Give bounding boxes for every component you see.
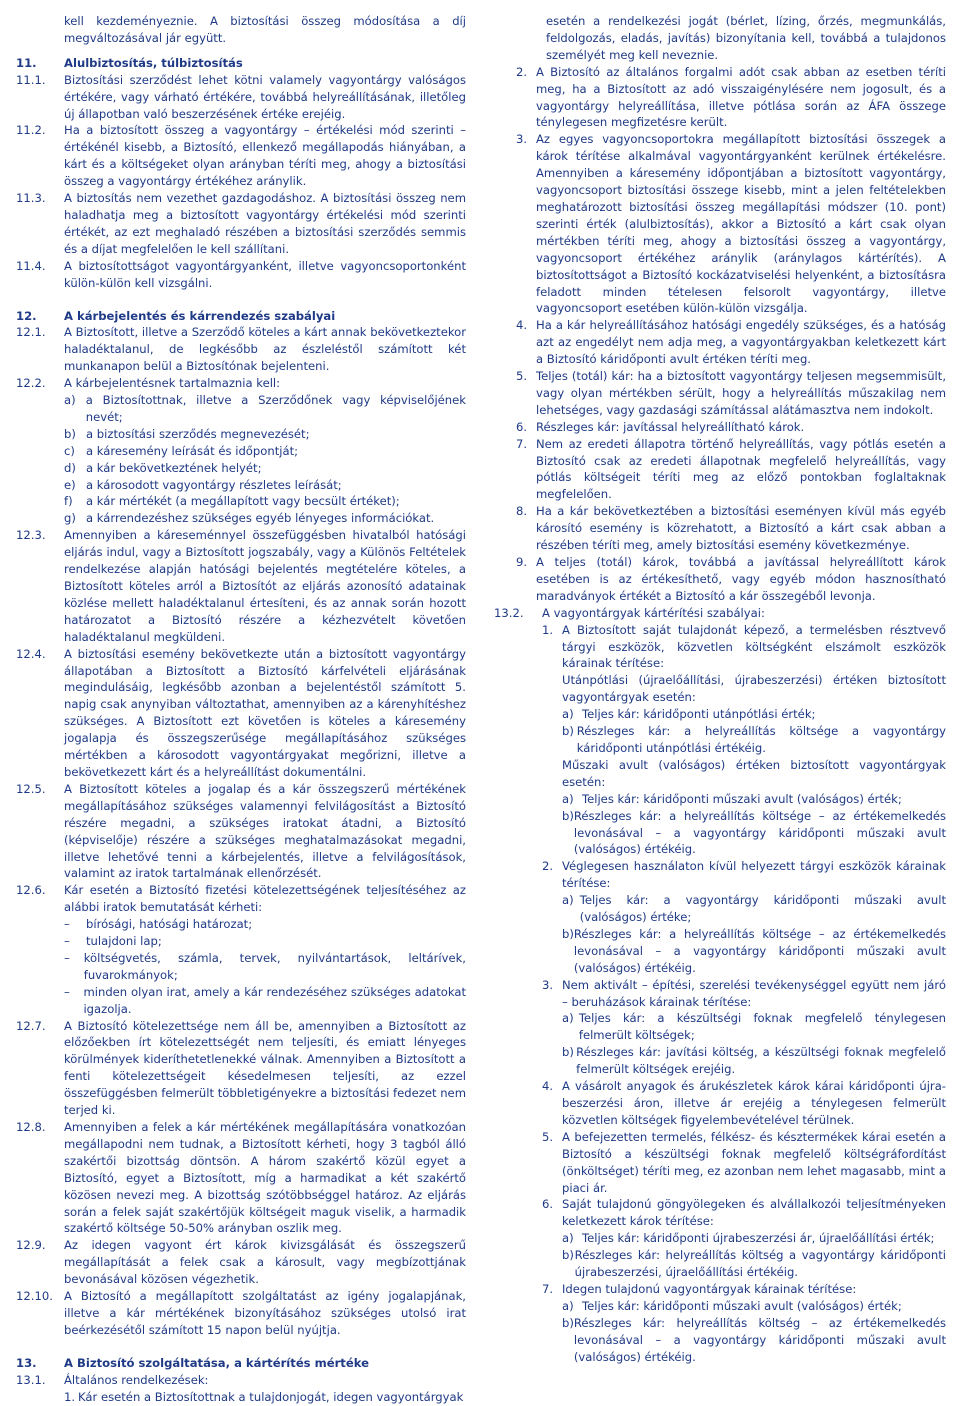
list-item: – tulajdoni lap; (64, 934, 162, 949)
point-2: 2. A Biztosító az általános forgalmi adót csak abban az esetben téríti meg, ha a Biztosított az adó visszaigénylésére nem jogosult, és a vagyontárgy helyreállítása, illetve pótlása során az ÁFA összege ténylegesen megfizetésre került. (516, 64, 946, 130)
list-item: a) Teljes kár: a készültségi foknak megfelelő ténylegesen felmerült költségek; (562, 1011, 946, 1043)
clause-11-1: 11.1. Biztosítási szerződést lehet kötni valamely vagyontárgy valóságos értékére, vagy várható értékére, továbbá helyreállításának, illetőleg új állapotban való beszerzésének értéke erejéig. (16, 72, 466, 121)
point-3: 3. Az egyes vagyoncsoportokra megállapított biztosítási összegek a károk térítése alkalmával vagyontárgyanként kerülnek értékelésre. Amennyiben a káresemény időpontjában a biztosított vagyontárgy, vagyoncsoport biztosítási összege kisebb, mint a jelen feltételekben meghatározott biztosítási összeg megállapítási módszer (10. pont) szerinti érték (alulbiztosítás), akkor a Biztosító a kárt csak olyan mértékben téríti meg, ahogy a biztosítási összeg a vagyontárgy, vagyoncsoport értékéhez aránylik (aránylagos kártérítés). A biztosítottságot a Biztosító kockázatviselési helyenként, a biztosításra feladott minden tételesen felsorolt vagyontárgy, illetve vagyoncsoport esetében külön-külön vizsgálja. (516, 132, 946, 316)
point-9: 9. A teljes (totál) károk, továbbá a javítással helyreállított károk esetében is az értékesíthető, vagy egyéb módon hasznosítható maradványok értékét a Biztosító a kár összegéből levonja. (516, 555, 946, 603)
section-11-heading: 11. Alulbiztosítás, túlbiztosítás (16, 55, 243, 70)
clause-12-3: 12.3. Amennyiben a káreseménnyel összefüggésben hivatalból hatósági eljárás indul, vagy a Biztosított jogszabály, vagy a Különös Feltételek rendelkezése alapján hatósági bejelentés megtételére köteles, a Biztosított köteles arról a Biztosítót az eljárás azonosító adatainak közlése mellett haladéktalanul értesíteni, és az annak során hozott határozatot a Biztosító részére a kézhezvételt követően haladéktalanul megküldeni. (16, 528, 466, 644)
rule-4: 4. A vásárolt anyagok és árukészletek károk kárai káridőponti újra- beszerzési áron, illetve ár erejéig a ténylegesen felmerült közvetlen költségek figyelembevételével térülnek. (542, 1079, 946, 1127)
clause-12-2: 12.2. A kárbejelentésnek tartalmaznia kell: (16, 376, 281, 391)
rule-3-details (562, 1010, 946, 1078)
clause-12-8: 12.8. Amennyiben a felek a kár mértékének megállapítására vonatkozóan megállapodni nem tudnak, a Biztosított kérheti, hogy 3 tagból álló szakértői bizottság döntsön. A három szakértő közül egyet a Biztosító, egyet a Biztosított, míg a harmadikat a két szakértő közösen nevezi meg. A bizottság szótöbbséggel határoz. Az eljárás során a felek saját szakértőjük költségeit maguk viselik, a harmadik szakértő költsége 50-50% arányban oszlik meg. (16, 1120, 466, 1236)
list-item: b) Részleges kár: a helyreállítás költsége a vagyontárgy káridőponti utánpótlási értékéig. (562, 724, 946, 755)
list-item: a) Teljes kár: káridőponti újrabeszerzési ár, újraelőállítási érték; (562, 1231, 935, 1246)
point-4: 4. Ha a kár helyreállításához hatósági engedély szükséges, és a hatóság azt az engedélyt nem adja meg, a vagyontárgyakban keletkezett kárt a Biztosító káridőponti avult értéken téríti meg. (516, 318, 946, 367)
clause-12-9: 12.9. Az idegen vagyont ért károk kivizsgálását és összegszerű megállapítását a felek csak a károsult, vagy megbízottjának bevonásával közösen végezhetik. (16, 1238, 466, 1287)
rule-5: 5. A befejezetten termelés, félkész- és késztermékek kárai esetén a Biztosító a készültségi foknak megfelelő költségráfordítást (önköltséget) téríti meg, ez azonban nem lehet magasabb, mint a piaci ár. (542, 1129, 946, 1195)
clause-11-2: 11.2. Ha a biztosított összeg a vagyontárgy – értékelési mód szerinti – értékénél kisebb, a Biztosító, ellenkező megállapodás hiányában, a kárt és a költségeket olyan arányban téríti meg, ahogy a biztosítási összeg a vagyontárgy értékéhez aránylik. (16, 123, 466, 189)
rule-7-details (562, 1298, 946, 1366)
right-column (494, 13, 946, 1366)
rule-2-details (562, 892, 946, 977)
rule-7: 7. Idegen tulajdonú vagyontárgyak kárainak térítése: (542, 1281, 857, 1296)
left-column (16, 13, 466, 1406)
list-item: d) a kár bekövetkeztének helyét; (64, 460, 262, 475)
rule-6-details (562, 1230, 946, 1281)
rule-2: 2. Véglegesen használaton kívül helyezett tárgyi eszközök kárainak térítése: (542, 859, 946, 891)
rule-3: 3. Nem aktivált – építési, szerelési tevékenységgel együtt nem járó – beruházások kárainak térítése: (542, 977, 946, 1009)
point-6: 6. Részleges kár: javítással helyreállítható károk. (516, 419, 805, 434)
list-item: a) Teljes kár: a vagyontárgy káridőponti műszaki avult (valóságos) értéke; (562, 893, 946, 925)
list-item: b) Részleges kár: helyreállítás költség a vagyontárgy káridőponti újrabeszerzési, újraelőállítási értékéig. (562, 1248, 946, 1280)
intro-paragraph: kell kezdeményeznie. A biztosítási összeg módosítása a díj megváltozásával jár együtt. (64, 14, 466, 45)
list-item: g) a kárrendezéshez szükséges egyéb lényeges információkat. (64, 511, 435, 526)
clause-11-3: 11.3. A biztosítás nem vezethet gazdagodáshoz. A biztosítási összeg nem haladhatja meg a biztosított vagyontárgy értékelési mód szerinti értékét, az ezt meghaladó részében a biztosítási szerződés semmis és a díjat megfelelően le kell szállítani. (16, 191, 466, 256)
clause-12-10: 12.10. A Biztosító a megállapított szolgáltatást az igény jogalapjának, illetve a kár mértékének bizonyításához szükséges utolsó irat beérkezésétől számított 15 napon belül nyújtja. (16, 1289, 466, 1337)
clause-12-4: 12.4. A biztosítási esemény bekövetkezte után a biztosított vagyontárgy állapotában a Biztosított a Biztosító kárfelvételi eljárásának megindulásáig, legkésőbb azonban a bejelentéstől számított 5. napig csak anynyiban változtathat, amennyiben az a kárenyhítéshez szükséges. A Biztosított ezt követően is köteles a káresemény jogalapja és összegszerűsége megállapításához szükséges mértékben a károsodott vagyontárgyakat megőrizni, illetve a bekövetkezett kárt és a helyreállítást dokumentálni. (16, 646, 466, 779)
list-item: a) Teljes kár: káridőponti műszaki avult (valóságos) érték; (562, 1298, 902, 1313)
continuation-paragraph: esetén a rendelkezési jogát (bérlet, lízing, őrzés, megmunkálás, feldolgozás, eladás, javítás) bizonyítania kell, továbbá a tulajdonos személyét meg kell neveznie. (546, 14, 946, 62)
rule-1-details: Utánpótlási (újraelőállítási, újrabeszerzési) értéken biztosított vagyontárgyak esetén: a) Teljes kár: káridőponti utánpótlási érték; b) Részleges kár: a helyreállítás költsége a vagyontárgy káridőponti utánpótlási értékéig. Műszaki avult (valóságos) értéken biztosított vagyontárgyak esetén: a) Teljes kár: káridőponti műszaki avult (valóságos) érték; b) Részleges kár: a helyreállítás költsége – az értékemelkedés levonásával – a vagyontárgy káridőponti műszaki avult (valóságos) értékéig. (562, 673, 946, 857)
clause-13-2: 13.2. A vagyontárgyak kártérítési szabályai: (494, 605, 765, 620)
list-item: b) Részleges kár: a helyreállítás költsége – az értékemelkedés levonásával – a vagyontárgy káridőponti műszaki avult (valóságos) értékéig. (562, 926, 946, 975)
clause-12-6: 12.6. Kár esetén a Biztosító fizetési kötelezettségének teljesítéséhez az alábbi iratok bemutatását kérheti: (16, 883, 466, 915)
clause-12-6-list (64, 916, 466, 1017)
list-item: a) a Biztosítottnak, illetve a Szerződőnek vagy képviselőjének nevét; (64, 393, 466, 424)
list-item: f) a kár mértékét (a megállapított vagy becsült értéket); (64, 494, 400, 509)
point-8: 8. Ha a kár bekövetkeztében a biztosítási eseményen kívül más egyéb károsító esemény is közrehatott, a Biztosító a kárt csak abban a részében téríti meg, amely biztosítási esemény következménye. (516, 504, 946, 553)
clause-13-1-point-1: 1. Kár esetén a Biztosítottnak a tulajdonjogát, idegen vagyontárgyak (64, 1389, 464, 1404)
clause-13-1: 13.1. Általános rendelkezések: (16, 1372, 209, 1387)
list-item: – minden olyan irat, amely a kár rendezéséhez szükséges adatokat igazolja. (64, 984, 466, 1016)
clause-12-2-list (64, 392, 466, 527)
list-item: – bírósági, hatósági határozat; (64, 917, 253, 932)
list-item: a) Teljes kár: káridőponti utánpótlási érték; (562, 707, 816, 722)
list-item: b) Részleges kár: helyreállítás költség – az értékemelkedés levonásával – a vagyontárgy káridőponti műszaki avult (valóságos) értékéig. (562, 1315, 946, 1364)
section-12-heading: 12. A kárbejelentés és kárrendezés szabályai (16, 308, 336, 323)
list-item: – költségvetés, számla, tervek, nyilvántartások, leltárívek, fuvarokmányok; (64, 950, 466, 982)
list-item: e) a károsodott vagyontárgy részletes leírását; (64, 477, 342, 492)
list-item: c) a káresemény leírását és időpontját; (64, 443, 299, 458)
point-7: 7. Nem az eredeti állapotra történő helyreállítás, vagy pótlás esetén a Biztosító csak az eredeti állapotnak megfelelő helyreállítás, vagy pótlás költségeit téríti meg az előző pontokban foglaltaknak megfelelően. (516, 436, 946, 502)
point-5: 5. Teljes (totál) kár: ha a biztosított vagyontárgy teljesen megsemmisült, vagy olyan mértékben sérült, hogy a helyreállítás műszakilag nem lehetséges, vagy gazdasági számítással alátámasztva nem indokolt. (516, 369, 946, 417)
list-item: b) Részleges kár: javítási költség, a készültségi foknak megfelelő felmerült költségek erejéig. (562, 1045, 946, 1077)
list-item: a) Teljes kár: káridőponti műszaki avult (valóságos) érték; (562, 791, 902, 806)
clause-12-5: 12.5. A Biztosított köteles a jogalap és a kár összegszerű mértékének megállapításához szükséges valamennyi felvilágosítást a Biztosító részére megadni, a szükséges iratokat átadni, a Biztosító (képviselője) részére a szükséges meghatalmazásokat megadni, illetve lehetővé tenni a kárbejelentés, illetve a felvilágosítások, valamint az iratok tartalmának ellenőrzését. (16, 781, 466, 881)
clause-12-1: 12.1. A Biztosított, illetve a Szerződő köteles a kárt annak bekövetkeztekor haladéktalanul, de legkésőbb az észleléstől számított két munkanapon belül a Biztosítónak bejelenteni. (16, 325, 466, 374)
clause-11-4: 11.4. A biztosítottságot vagyontárgyanként, illetve vagyoncsoportonként külön-külön kell vizsgálni. (16, 258, 466, 290)
rule-1: 1. A Biztosított saját tulajdonát képező, a termelésben résztvevő tárgyi eszközök, közvetlen költségként elszámolt eszközök kárainak térítése: (542, 622, 946, 671)
clause-12-7: 12.7. A Biztosító kötelezettsége nem áll be, amennyiben a Biztosított az előzőekben írt kötelezettségét nem teljesíti, és emiatt lényeges körülmények kideríthetetlenekké válnak. Amennyiben a Biztosított a fenti kötelezettségeit késedelmesen teljesíti, az ezzel összefüggésben felmerült többletigényekre a biztosítási fedezet nem terjed ki. (16, 1018, 466, 1118)
list-item: b) Részleges kár: a helyreállítás költsége – az értékemelkedés levonásával – a vagyontárgy káridőponti műszaki avult (valóságos) értékéig. (562, 808, 946, 857)
rule-6: 6. Saját tulajdonú göngyölegeken és alvállalkozói teljesítményeken keletkezett károk térítése: (542, 1197, 946, 1229)
list-item: b) a biztosítási szerződés megnevezését; (64, 426, 310, 441)
section-13-heading: 13. A Biztosító szolgáltatása, a kártérítés mértéke (16, 1355, 369, 1370)
